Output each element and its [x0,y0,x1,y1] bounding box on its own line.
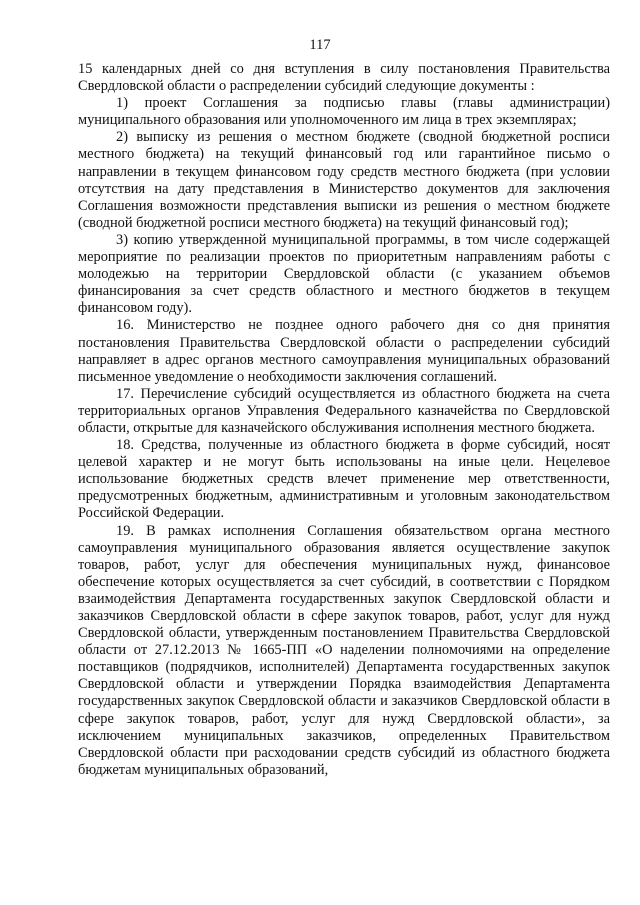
paragraph-item-3: 3) копию утвержденной муниципальной программы, в том числе содержащей мероприятие по реализации проектов по приоритетным направлениям работы с молодежью на территории Свердловской области (с указанием объемов финансирования за счет средств областного и местного бюджетов в текущем финансовом году). [78,231,610,317]
page-number: 117 [309,37,331,53]
paragraph-item-2: 2) выписку из решения о местном бюджете (сводной бюджетной росписи местного бюджета) на текущий финансовый год или гарантийное письмо о направлении в текущем финансовом году средств местного бюджета (при условии отсутствия на дату представления в Министерство документов для заключения Соглашения возможности представления выписки из решения о местном бюджете (сводной бюджетной росписи местного бюджета) на текущий финансовый год); [78,129,610,231]
paragraph-item-1: 1) проект Соглашения за подписью главы (главы администрации) муниципального образования или уполномоченного им лица в трех экземплярах; [78,95,610,129]
paragraph-clause-17: 17. Перечисление субсидий осуществляется из областного бюджета на счета территориальных органов Управления Федерального казначейства по Свердловской области, открытые для казначейского обслуживания исполнения местного бюджета. [78,385,610,436]
paragraph-intro-continuation: 15 календарных дней со дня вступления в силу постановления Правительства Свердловской области о распределении субсидий следующие документы : [78,61,610,95]
document-body [78,61,610,779]
paragraph-clause-18: 18. Средства, полученные из областного бюджета в форме субсидий, носят целевой характер и не могут быть использованы на иные цели. Нецелевое использование бюджетных средств влечет применение мер ответственности, предусмотренных бюджетным, административным и уголовным законодательством Российской Федерации. [78,437,610,522]
paragraph-clause-19: 19. В рамках исполнения Соглашения обязательством органа местного самоуправления муниципального образования является осуществление закупок товаров, работ, услуг для обеспечения муниципальных нужд, финансовое обеспечение которых осуществляется за счет субсидий, в соответствии с Порядком взаимодействия Департамента государственных закупок Свердловской области и заказчиков Свердловской области в сфере закупок товаров, работ, услуг для нужд Свердловской области, утвержденным постановлением Правительства Свердловской области от 27.12.2013 № 1665-ПП «О наделении полномочиями на определение поставщиков (подрядчиков, исполнителей) Департамента государственных закупок Свердловской области и утверждении Порядка взаимодействия Департамента государственных закупок Свердловской области и заказчиков Свердловской области в сфере закупок товаров, работ, услуг для нужд Свердловской области», за исключением муниципальных заказчиков, определенных Правительством Свердловской области при расходовании средств субсидий из областного бюджета бюджетам муниципальных образований, [78,522,610,778]
paragraph-clause-16: 16. Министерство не позднее одного рабочего дня со дня принятия постановления Правительства Свердловской области о распределении субсидий направляет в адрес органов местного самоуправления муниципальных образований письменное уведомление о необходимости заключения соглашений. [78,317,610,385]
